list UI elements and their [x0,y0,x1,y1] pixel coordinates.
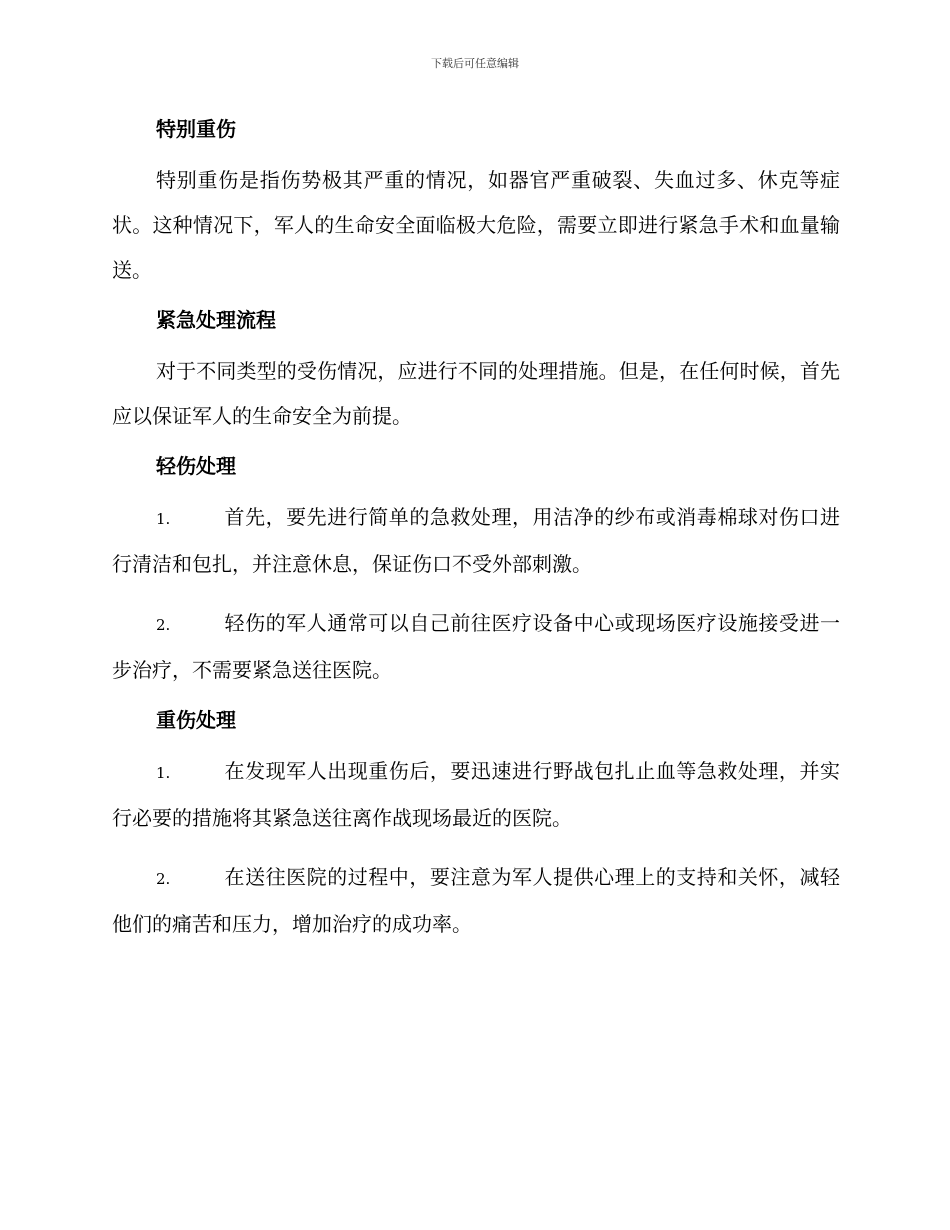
section-serious-injury [112,703,840,947]
list-item [112,495,840,587]
section-heading: 重伤处理 [156,708,236,732]
list-text: 在发现军人出现重伤后，要迅速进行野战包扎止血等急救处理，并实行必要的措施将其紧急送往离作战现场最近的医院。 [112,759,840,830]
list-item [112,601,840,693]
list-item [112,855,840,947]
list-item [112,749,840,841]
list-number: 1. [156,510,171,528]
list-text: 首先，要先进行简单的急救处理，用洁净的纱布或消毒棉球对伤口进行清洁和包扎，并注意休息，保证伤口不受外部刺激。 [112,505,840,576]
section-minor-injury [112,449,840,693]
list-number: 2. [156,616,171,634]
list-text: 轻伤的军人通常可以自己前往医疗设备中心或现场医疗设施接受进一步治疗，不需要紧急送往医院。 [112,611,840,682]
section-heading: 紧急处理流程 [156,308,276,332]
list-number: 2. [156,870,171,888]
section-heading: 特别重伤 [156,117,236,141]
list-number: 1. [156,764,171,782]
section-paragraph: 特别重伤是指伤势极其严重的情况，如器官严重破裂、失血过多、休克等症状。这种情况下，军人的生命安全面临极大危险，需要立即进行紧急手术和血量输送。 [112,168,840,282]
section-paragraph: 对于不同类型的受伤情况，应进行不同的处理措施。但是，在任何时候，首先应以保证军人的生命安全为前提。 [112,359,840,428]
section-emergency-process [112,303,840,439]
list-text: 在送往医院的过程中，要注意为军人提供心理上的支持和关怀，减轻他们的痛苦和压力，增加治疗的成功率。 [112,865,840,936]
section-heading: 轻伤处理 [156,454,236,478]
header-note: 下载后可任意编辑 [431,57,519,70]
section-severe-injury [112,112,840,293]
document-body [112,112,840,947]
